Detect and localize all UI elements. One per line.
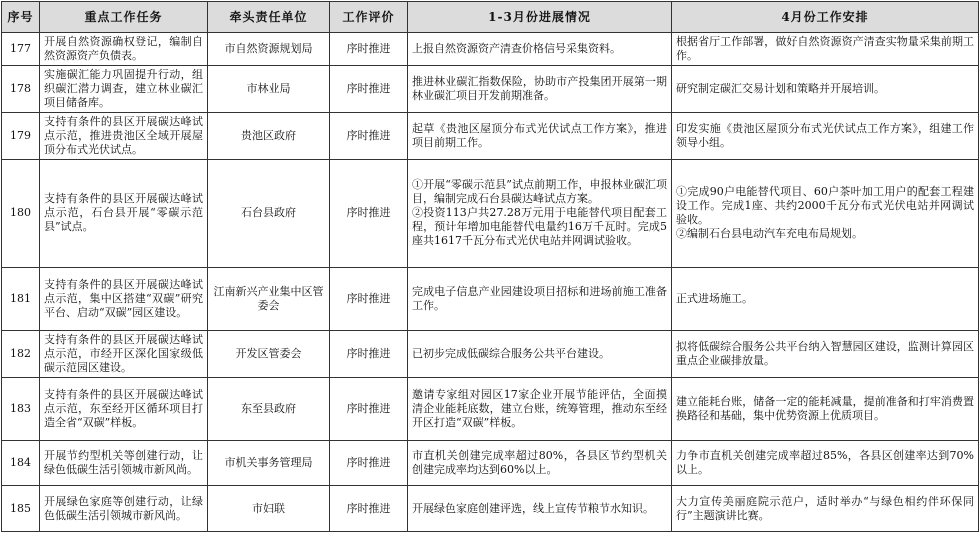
eval-cell: 序时推进 — [330, 33, 408, 66]
progress-cell: 上报自然资源资产清查价格信号采集资料。 — [408, 33, 672, 66]
header-seq: 序号 — [2, 2, 40, 33]
unit-cell: 市自然资源规划局 — [208, 33, 330, 66]
unit-cell: 东至县政府 — [208, 378, 330, 440]
eval-cell: 序时推进 — [330, 378, 408, 440]
header-eval: 工作评价 — [330, 2, 408, 33]
row-number: 179 — [2, 112, 40, 159]
header-progress: 1-3月份进展情况 — [408, 2, 672, 33]
progress-cell: 邀请专家组对园区17家企业开展节能评估，全面摸清企业能耗底数，建立台账，统筹管理，推动东至经开区打造“双碳”样板。 — [408, 378, 672, 440]
plan-cell: 研究制定碳汇交易计划和策略并开展培训。 — [672, 66, 979, 113]
plan-cell: 根据省厅工作部署，做好自然资源资产清查实物量采集前期工作。 — [672, 33, 979, 66]
eval-cell: 序时推进 — [330, 486, 408, 532]
eval-cell: 序时推进 — [330, 112, 408, 159]
progress-cell: 完成电子信息产业园建设项目招标和进场前施工准备工作。 — [408, 268, 672, 330]
work-task-table — [1, 1, 979, 532]
header-unit: 牵头责任单位 — [208, 2, 330, 33]
table-header — [2, 2, 979, 33]
progress-cell: 开展绿色家庭创建评选，线上宣传节粮节水知识。 — [408, 486, 672, 532]
task-cell: 支持有条件的县区开展碳达峰试点示范，推进贵池区全域开展屋顶分布式光伏试点。 — [40, 112, 208, 159]
unit-cell: 开发区管委会 — [208, 330, 330, 378]
eval-cell: 序时推进 — [330, 66, 408, 113]
header-plan: 4月份工作安排 — [672, 2, 979, 33]
table-row — [2, 330, 979, 378]
row-number: 185 — [2, 486, 40, 532]
task-cell: 支持有条件的县区开展碳达峰试点示范，东至经开区循环项目打造全省“双碳”样板。 — [40, 378, 208, 440]
progress-cell: ①开展“零碳示范县”试点前期工作，申报林业碳汇项目，编制完成石台县碳达峰试点方案。 ②投资113户共27.28万元用于电能替代项目配套工程，预计年增加电能替代电量约16万千瓦时。完成5座共1617千瓦分布式光伏电站并网调试验收。 — [408, 159, 672, 268]
table-row — [2, 378, 979, 440]
eval-cell: 序时推进 — [330, 440, 408, 486]
task-cell: 支持有条件的县区开展碳达峰试点示范，石台县开展“零碳示范县”试点。 — [40, 159, 208, 268]
unit-cell: 市妇联 — [208, 486, 330, 532]
row-number: 184 — [2, 440, 40, 486]
task-cell: 开展自然资源确权登记，编制自然资源资产负债表。 — [40, 33, 208, 66]
task-cell: 实施碳汇能力巩固提升行动，组织碳汇潜力调查，建立林业碳汇项目储备库。 — [40, 66, 208, 113]
eval-cell: 序时推进 — [330, 330, 408, 378]
row-number: 183 — [2, 378, 40, 440]
eval-cell: 序时推进 — [330, 268, 408, 330]
table-row — [2, 33, 979, 66]
progress-cell: 起草《贵池区屋顶分布式光伏试点工作方案》，推进项目前期工作。 — [408, 112, 672, 159]
table-row — [2, 268, 979, 330]
row-number: 181 — [2, 268, 40, 330]
unit-cell: 贵池区政府 — [208, 112, 330, 159]
row-number: 182 — [2, 330, 40, 378]
progress-cell: 已初步完成低碳综合服务公共平台建设。 — [408, 330, 672, 378]
plan-cell: 建立能耗台账，储备一定的能耗减量，提前准备和打牢消费置换路径和基础，集中优势资源上优质项目。 — [672, 378, 979, 440]
progress-cell: 市直机关创建完成率超过80%，各县区节约型机关创建完成率均达到60%以上。 — [408, 440, 672, 486]
plan-cell: 印发实施《贵池区屋顶分布式光伏试点工作方案》，组建工作领导小组。 — [672, 112, 979, 159]
row-number: 177 — [2, 33, 40, 66]
unit-cell: 江南新兴产业集中区管委会 — [208, 268, 330, 330]
plan-cell: 拟将低碳综合服务公共平台纳入智慧园区建设，监测计算园区重点企业碳排放量。 — [672, 330, 979, 378]
unit-cell: 市机关事务管理局 — [208, 440, 330, 486]
table-row — [2, 112, 979, 159]
table-row — [2, 486, 979, 532]
plan-cell: 大力宣传美丽庭院示范户，适时举办“与绿色相约伴环保同行”主题演讲比赛。 — [672, 486, 979, 532]
plan-cell: 正式进场施工。 — [672, 268, 979, 330]
task-cell: 开展绿色家庭等创建行动，让绿色低碳生活引领城市新风尚。 — [40, 486, 208, 532]
header-task: 重点工作任务 — [40, 2, 208, 33]
table-row — [2, 66, 979, 113]
progress-cell: 推进林业碳汇指数保险，协助市产投集团开展第一期林业碳汇项目开发前期准备。 — [408, 66, 672, 113]
row-number: 178 — [2, 66, 40, 113]
task-cell: 开展节约型机关等创建行动，让绿色低碳生活引领城市新风尚。 — [40, 440, 208, 486]
plan-cell: ①完成90户电能替代项目、60户茶叶加工用户的配套工程建设工作。完成1座、共约2000千瓦分布式光伏电站并网调试验收。 ②编制石台县电动汽车充电布局规划。 — [672, 159, 979, 268]
unit-cell: 市林业局 — [208, 66, 330, 113]
task-cell: 支持有条件的县区开展碳达峰试点示范，集中区搭建“双碳”研究平台、启动“双碳”园区建设。 — [40, 268, 208, 330]
task-cell: 支持有条件的县区开展碳达峰试点示范，市经开区深化国家级低碳示范园区建设。 — [40, 330, 208, 378]
plan-cell: 力争市直机关创建完成率超过85%，各县区创建率达到70%以上。 — [672, 440, 979, 486]
table-row — [2, 440, 979, 486]
header-row — [2, 2, 979, 33]
table-row — [2, 159, 979, 268]
unit-cell: 石台县政府 — [208, 159, 330, 268]
row-number: 180 — [2, 159, 40, 268]
eval-cell: 序时推进 — [330, 159, 408, 268]
